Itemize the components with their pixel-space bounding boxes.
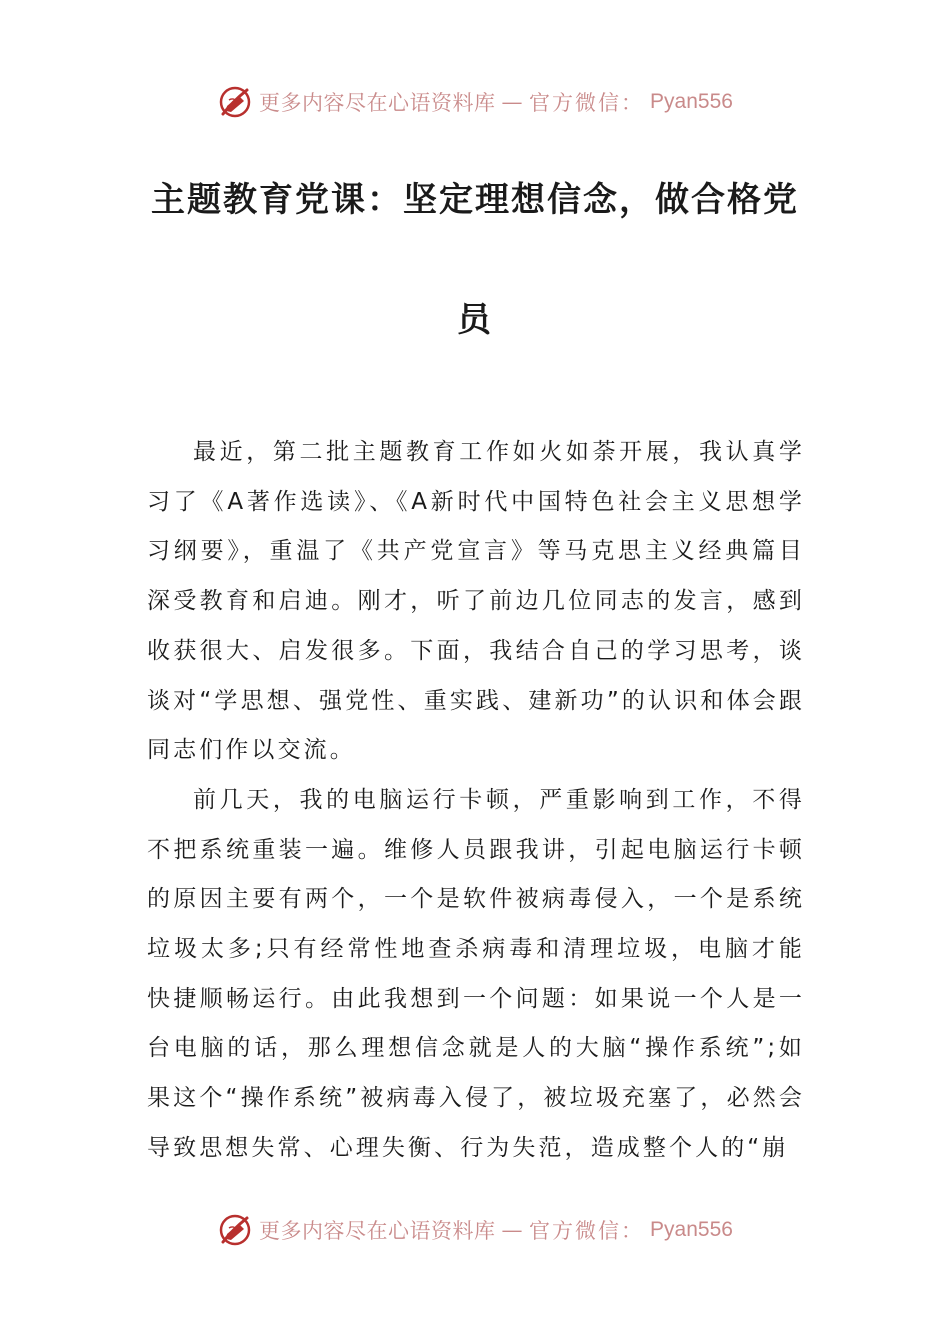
pen-logo-icon bbox=[217, 84, 253, 120]
footer-contact-label: 官方微信： bbox=[529, 1219, 645, 1243]
header-dash: — bbox=[501, 90, 524, 114]
footer-banner bbox=[0, 1210, 950, 1250]
header-contact-id: Pyan556 bbox=[650, 90, 733, 113]
body-paragraph-2: 前几天，我的电脑运行卡顿，严重影响到工作，不得不把系统重装一遍。维修人员跟我讲，引起电脑运行卡顿的原因主要有两个，一个是软件被病毒侵入，一个是系统垃圾太多;只有经常性地查杀病毒和清理垃圾，电脑才能快捷顺畅运行。由此我想到一个问题：如果说一个人是一台电脑的话，那么理想信念就是人的大脑“操作系统”;如果这个“操作系统”被病毒入侵了，被垃圾充塞了，必然会导致思想失常、心理失衡、行为失范，造成整个人的“崩 bbox=[147, 786, 805, 1161]
header-banner bbox=[0, 82, 950, 122]
footer-dash: — bbox=[501, 1218, 524, 1242]
footer-slogan: 更多内容尽在心语资料库 bbox=[259, 1219, 496, 1243]
pen-logo-icon bbox=[217, 1212, 253, 1248]
document-body bbox=[147, 428, 805, 1174]
footer-contact-id: Pyan556 bbox=[650, 1218, 733, 1241]
header-slogan: 更多内容尽在心语资料库 bbox=[259, 91, 496, 115]
body-paragraph-1: 最近，第二批主题教育工作如火如荼开展，我认真学习了《A著作选读》、《A新时代中国特色社会主义思想学习纲要》，重温了《共产党宣言》等马克思主义经典篇目深受教育和启迪。刚才，听了前边几位同志的发言，感到收获很大、启发很多。下面，我结合自己的学习思考，谈谈对“学思想、强党性、重实践、建新功”的认识和体会跟同志们作以交流。 bbox=[147, 439, 805, 764]
header-contact-label: 官方微信： bbox=[529, 91, 645, 115]
document-title-line-1: 主题教育党课：坚定理想信念，做合格党 bbox=[151, 180, 799, 220]
document-title-line-2: 员 bbox=[457, 300, 493, 340]
